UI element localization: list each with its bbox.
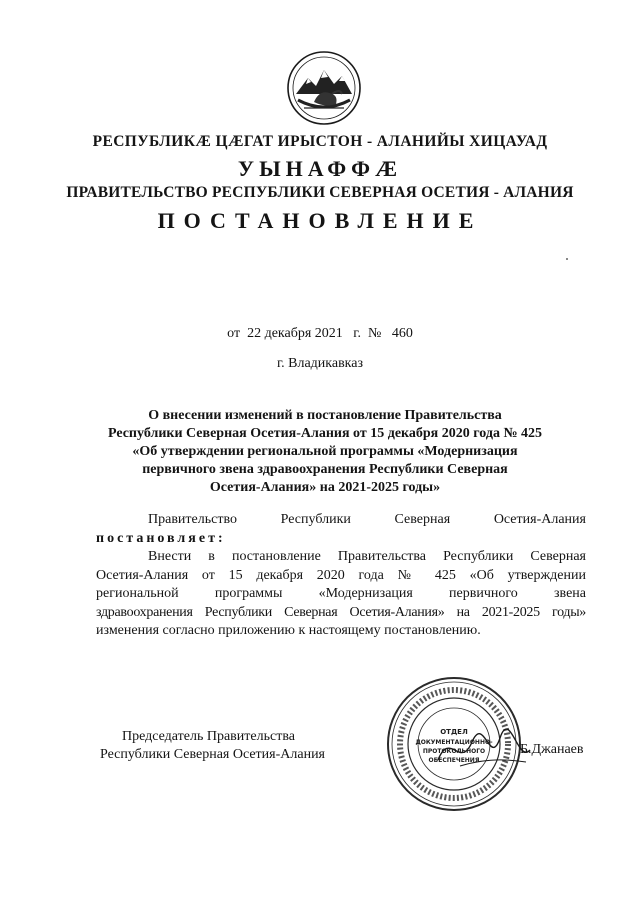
document-date: 22 декабря 2021	[247, 326, 343, 341]
document-title	[90, 407, 560, 497]
intro-line	[96, 511, 586, 530]
title-line: Осетия-Алания» на 2021-2025 годы»	[209, 480, 441, 495]
stamp-text: ДОКУМЕНТАЦИОННО-	[415, 739, 493, 746]
body-line: Внести в постановление Правительства Республики Северная	[148, 549, 586, 564]
signatory-position-line: Республики Северная Осетия-Алания	[100, 747, 325, 762]
body-line: здравоохранения Республики Северная Осетия-Алания» на 2021-2025 годы»	[96, 604, 586, 620]
signatory-position-line: Председатель Правительства	[122, 729, 295, 744]
document-date-number	[0, 326, 640, 342]
decree-word: постановляет:	[96, 530, 226, 546]
intro-word: Северная	[394, 512, 451, 527]
title-line: «Об утверждении региональной программы «Модернизация	[132, 444, 518, 459]
header-russian-government: ПРАВИТЕЛЬСТВО РЕСПУБЛИКИ СЕВЕРНАЯ ОСЕТИЯ - АЛАНИЯ	[66, 184, 574, 201]
title-line: первичного звена здравоохранения Республики Северная	[142, 462, 508, 477]
scan-speck	[566, 258, 568, 260]
document-number: 460	[391, 326, 413, 341]
date-prefix: от	[227, 326, 241, 341]
title-line: Республики Северная Осетия-Алания от 15 декабря 2020 года № 425	[107, 426, 543, 441]
intro-word: Осетия-Алания	[493, 512, 586, 527]
stamp-text: ОБЕСПЕЧЕНИЯ	[428, 757, 480, 764]
coat-of-arms-emblem	[286, 50, 362, 126]
stamp-text: ПРОТОКОЛЬНОГО	[422, 748, 486, 755]
header-russian-title: ПОСТАНОВЛЕНИЕ	[157, 208, 483, 233]
body-line: региональной программы «Модернизация первичного звена	[96, 586, 586, 601]
intro-word: Республики	[280, 512, 351, 527]
signatory-position	[100, 728, 325, 764]
body-line: Осетия-Алания от 15 декабря 2020 года № 425 «Об утверждении	[96, 567, 586, 583]
number-sign: №	[367, 326, 382, 341]
body-line: изменения согласно приложению к настоящему постановлению.	[96, 623, 481, 638]
document-city: г. Владикавказ	[276, 356, 364, 371]
signatory-name: Б.Джанаев	[520, 742, 584, 757]
document-body	[96, 511, 586, 641]
header-ossetian-republic: РЕСПУБЛИКӔ ЦӔГАТ ИРЫСТОН - АЛАНИЙЫ ХИЦАУАД	[92, 133, 548, 150]
stamp-text: ОТДЕЛ	[440, 728, 468, 736]
header-ossetian-title: УЫНАФФӔ	[237, 156, 403, 181]
intro-word: Правительство	[148, 512, 237, 527]
title-line: О внесении изменений в постановление Правительства	[148, 408, 502, 423]
year-suffix: г.	[353, 326, 361, 341]
